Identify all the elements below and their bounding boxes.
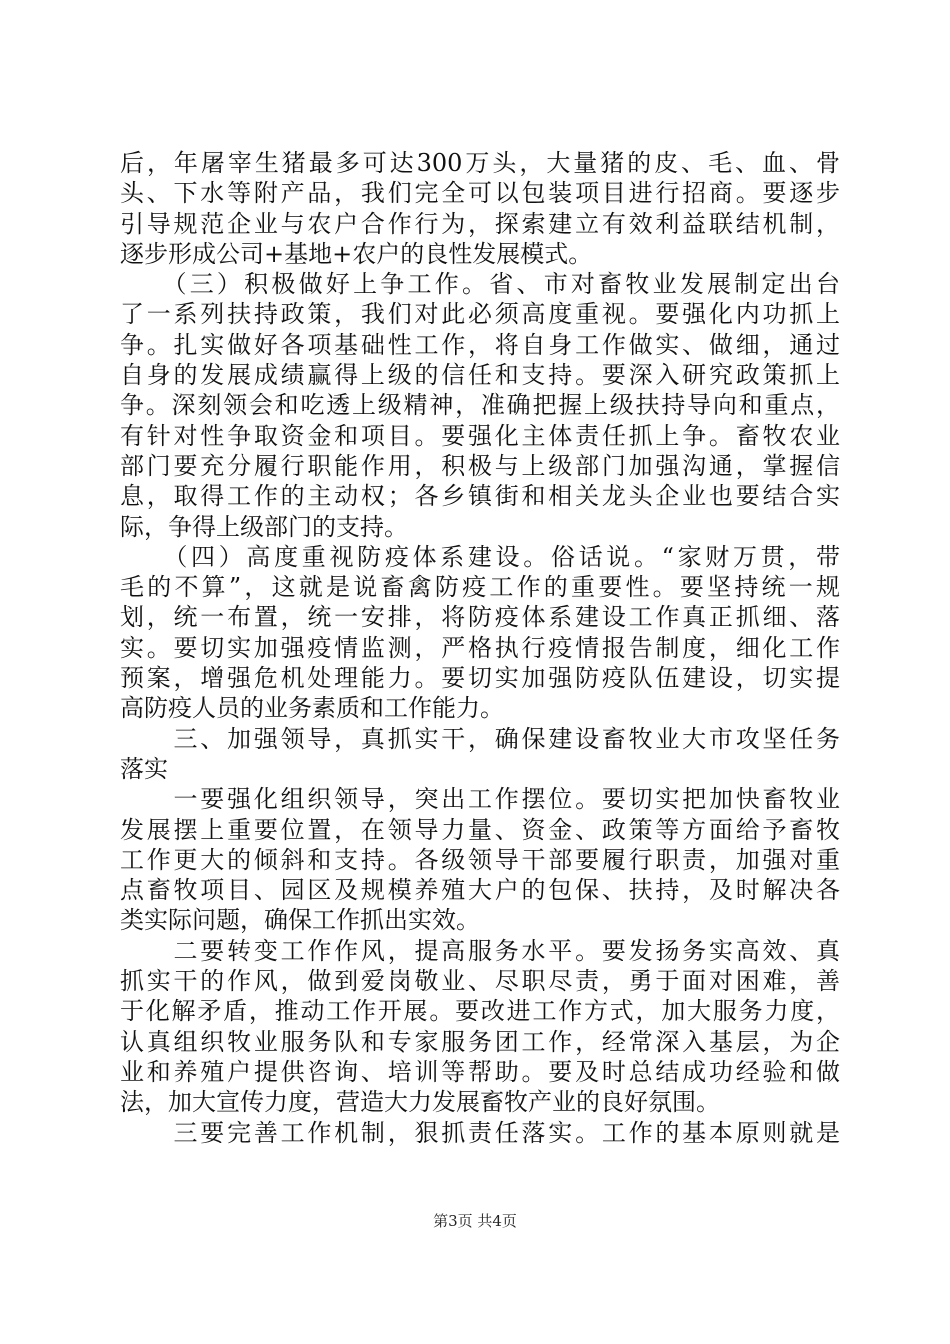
text-line: 争。扎实做好各项基础性工作，将自身工作做实、做细，通过	[120, 330, 840, 359]
text-line: 头、下水等附产品，我们完全可以包装项目进行招商。要逐步	[120, 179, 840, 208]
paragraph	[120, 148, 840, 269]
text-line: 一要强化组织领导，突出工作摆位。要切实把加快畜牧业	[120, 785, 840, 814]
text-line: 抓实干的作风，做到爱岗敬业、尽职尽责，勇于面对困难，善	[120, 967, 840, 996]
text-line: 高防疫人员的业务素质和工作能力。	[120, 694, 504, 723]
text-line: 后，年屠宰生猪最多可达300万头，大量猪的皮、毛、血、骨	[120, 149, 840, 177]
text-line: 预案，增强危机处理能力。要切实加强防疫队伍建设，切实提	[120, 664, 840, 693]
document-body	[120, 148, 840, 1148]
text-line: 部门要充分履行职能作用，积极与上级部门加强沟通，掌握信	[120, 451, 840, 480]
text-line: 毛的不算”，这就是说畜禽防疫工作的重要性。要坚持统一规	[120, 573, 840, 602]
paragraph	[120, 1118, 840, 1148]
paragraph	[120, 724, 840, 785]
text-line: 划，统一布置，统一安排，将防疫体系建设工作真正抓细、落	[120, 603, 840, 632]
text-line: 工作更大的倾斜和支持。各级领导干部要履行职责，加强对重	[120, 845, 840, 874]
paragraph	[120, 936, 840, 1118]
paragraph	[120, 542, 840, 724]
text-line: 逐步形成公司+基地+农户的良性发展模式。	[120, 239, 593, 268]
text-line: 法，加大宣传力度，营造大力发展畜牧产业的良好氛围。	[120, 1088, 720, 1117]
text-line: 引导规范企业与农户合作行为，探索建立有效利益联结机制，	[120, 209, 840, 238]
text-line: 了一系列扶持政策，我们对此必须高度重视。要强化内功抓上	[120, 300, 840, 329]
text-line: 息，取得工作的主动权；各乡镇街和相关龙头企业也要结合实	[120, 482, 840, 511]
text-line: 于化解矛盾，推动工作开展。要改进工作方式，加大服务力度，	[120, 997, 840, 1026]
text-line: 认真组织牧业服务队和专家服务团工作，经常深入基层，为企	[120, 1027, 840, 1056]
text-line: 三要完善工作机制，狠抓责任落实。工作的基本原则就是	[120, 1118, 840, 1147]
text-line: （四）高度重视防疫体系建设。俗话说。“家财万贯，带	[120, 542, 840, 571]
text-line: 类实际问题，确保工作抓出实效。	[120, 906, 480, 935]
text-line: （三）积极做好上争工作。省、市对畜牧业发展制定出台	[120, 270, 840, 299]
text-line: 业和养殖户提供咨询、培训等帮助。要及时总结成功经验和做	[120, 1057, 840, 1086]
text-line: 发展摆上重要位置，在领导力量、资金、政策等方面给予畜牧	[120, 815, 840, 844]
text-line: 自身的发展成绩赢得上级的信任和支持。要深入研究政策抓上	[120, 361, 840, 390]
text-line: 有针对性争取资金和项目。要强化主体责任抓上争。畜牧农业	[120, 421, 840, 450]
paragraph	[120, 784, 840, 935]
text-line: 际，争得上级部门的支持。	[120, 512, 408, 541]
text-line: 点畜牧项目、园区及规模养殖大户的包保、扶持，及时解决各	[120, 876, 840, 905]
text-line: 三、加强领导，真抓实干，确保建设畜牧业大市攻坚任务	[120, 724, 840, 753]
text-line: 争。深刻领会和吃透上级精神，准确把握上级扶持导向和重点，	[120, 391, 840, 420]
text-line: 二要转变工作作风，提高服务水平。要发扬务实高效、真	[120, 936, 840, 965]
paragraph	[120, 269, 840, 542]
page-footer: 第3页 共4页	[433, 1212, 517, 1230]
text-line: 实。要切实加强疫情监测，严格执行疫情报告制度，细化工作	[120, 633, 840, 662]
text-line: 落实	[120, 754, 168, 783]
